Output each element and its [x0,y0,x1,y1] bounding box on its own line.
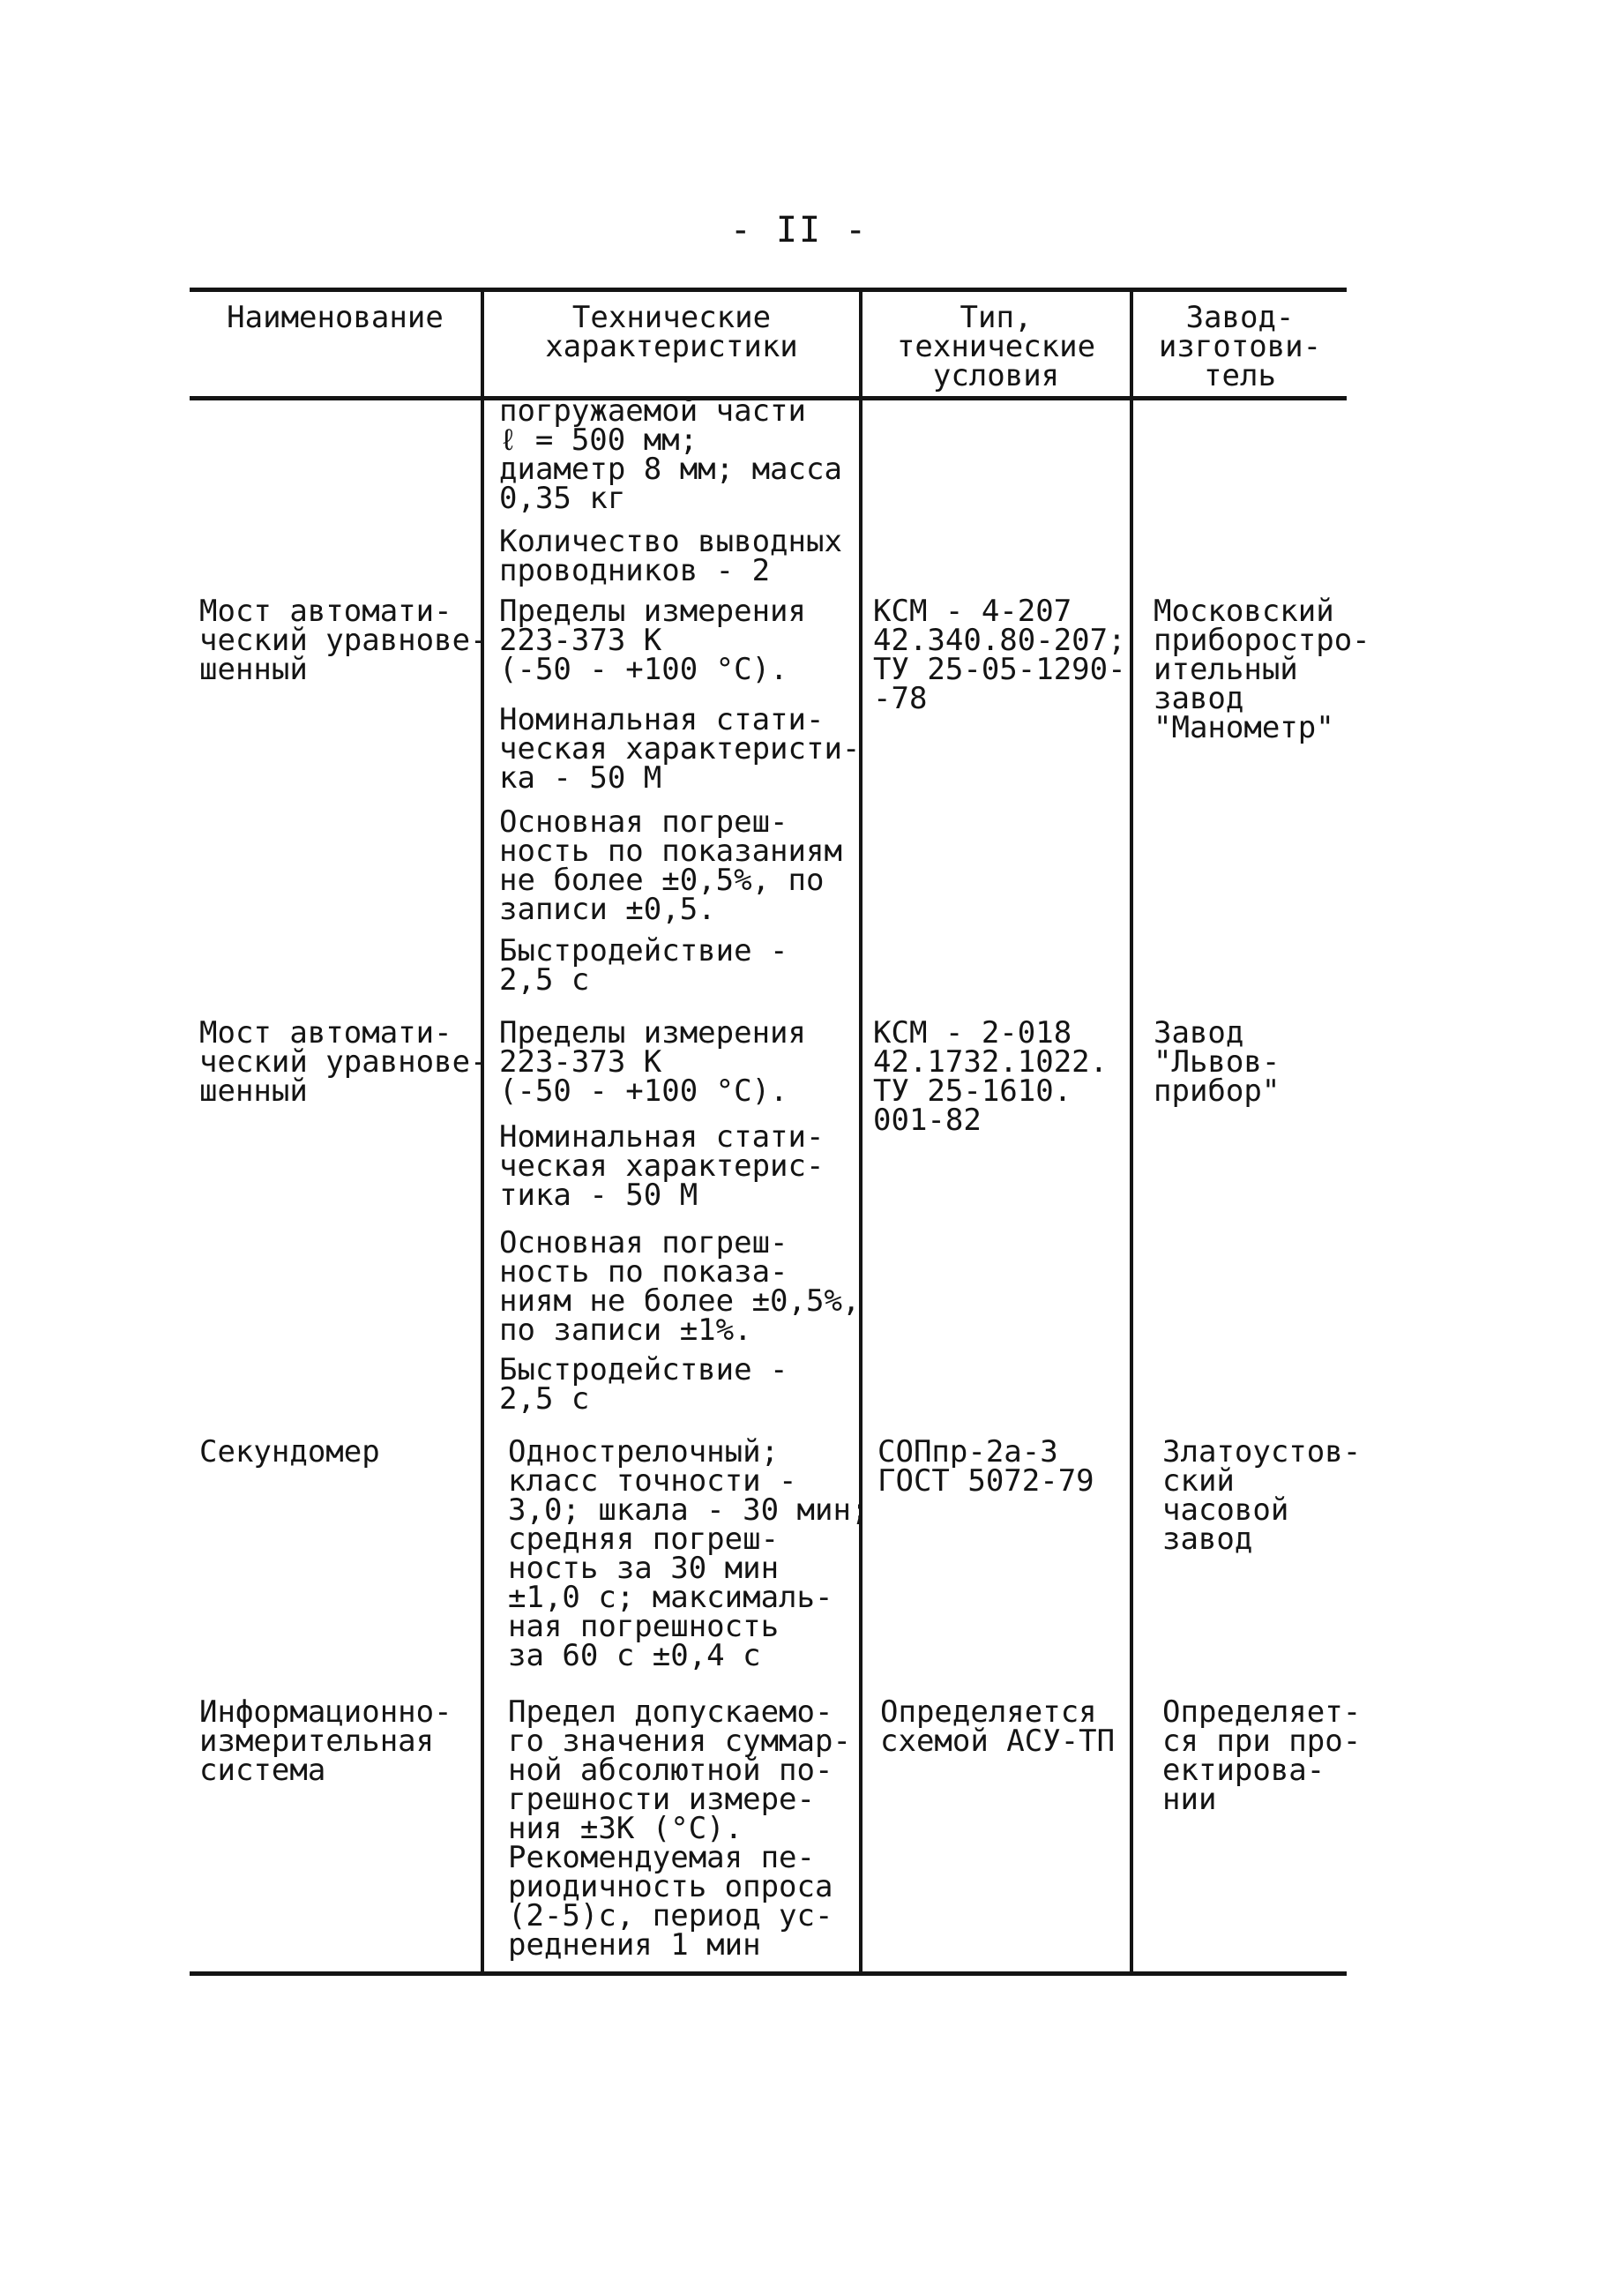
row2-maker: Завод "Львов- прибор" [1154,1015,1281,1109]
row1-type: КСМ - 4-207 42.340.80-207; ТУ 25-05-1290- -78 [873,594,1126,716]
row4-spec-1: Предел допускаемо- го значения суммар- ной абсолютной по- грешности измере- ния ±3К (°С). Рекомендуемая пе- риодичность опроса (2-5)с, период ус- реднения 1 мин [508,1694,851,1963]
row3-maker: Златоустов- ский часовой завод [1162,1434,1362,1557]
row4-name: Информационно- измерительная система [199,1694,452,1788]
column-divider-3 [1130,289,1133,1972]
row2-spec-1: Пределы измерения 223-373 К (-50 - +100 °С). [499,1015,806,1109]
row3-type: СОПпр-2а-3 ГОСТ 5072-79 [877,1434,1094,1499]
row2-spec-2: Номинальная стати- ческая характерис- тика - 50 М [499,1119,825,1213]
table-bottom-rule [190,1971,1347,1976]
row3-spec-1: Однострелочный; класс точности - 3,0; шкала - 30 мин; средняя погреш- ность за 30 мин ±1,0 с; максималь- ная погрешность за 60 с ±0,4 с [508,1434,870,1673]
row2-spec-3: Основная погреш- ность по показа- ниям не более ±0,5%, по записи ±1%. [499,1225,861,1348]
row4-type: Определяется схемой АСУ-ТП [880,1694,1116,1759]
page-number: - II - [729,210,869,251]
header-name: Наименование [227,300,444,335]
row0-spec-2: Количество выводных проводников - 2 [499,524,842,588]
header-type: Тип, технические условия [896,300,1096,393]
row3-name: Секундомер [199,1434,380,1470]
row0-spec-1: погружаемой части ℓ = 500 мм; диаметр 8 мм; масса 0,35 кг [499,393,842,516]
row1-maker: Московский приборостро- ительный завод "Манометр" [1154,594,1370,745]
row2-type: КСМ - 2-018 42.1732.1022. ТУ 25-1610. 001-82 [873,1015,1109,1138]
row2-spec-4: Быстродействие - 2,5 с [499,1352,788,1417]
header-specs: Технические характеристики [545,300,798,364]
row4-maker: Определяет- ся при про- ектирова- нии [1162,1694,1362,1817]
row1-spec-1: Пределы измерения 223-373 К (-50 - +100 °С). [499,594,806,687]
row1-spec-2: Номинальная стати- ческая характеристи- ка - 50 М [499,702,861,796]
row1-name: Мост автомати- ческий уравнове- шенный [199,594,489,687]
row1-spec-4: Быстродействие - 2,5 с [499,933,788,998]
column-divider-1 [481,289,484,1972]
header-maker: Завод- изготови- тель [1158,300,1322,393]
row1-spec-3: Основная погреш- ность по показаниям не более ±0,5%, по записи ±0,5. [499,804,842,927]
row2-name: Мост автомати- ческий уравнове- шенный [199,1015,489,1109]
column-divider-2 [859,289,862,1972]
table-top-rule [190,288,1347,292]
